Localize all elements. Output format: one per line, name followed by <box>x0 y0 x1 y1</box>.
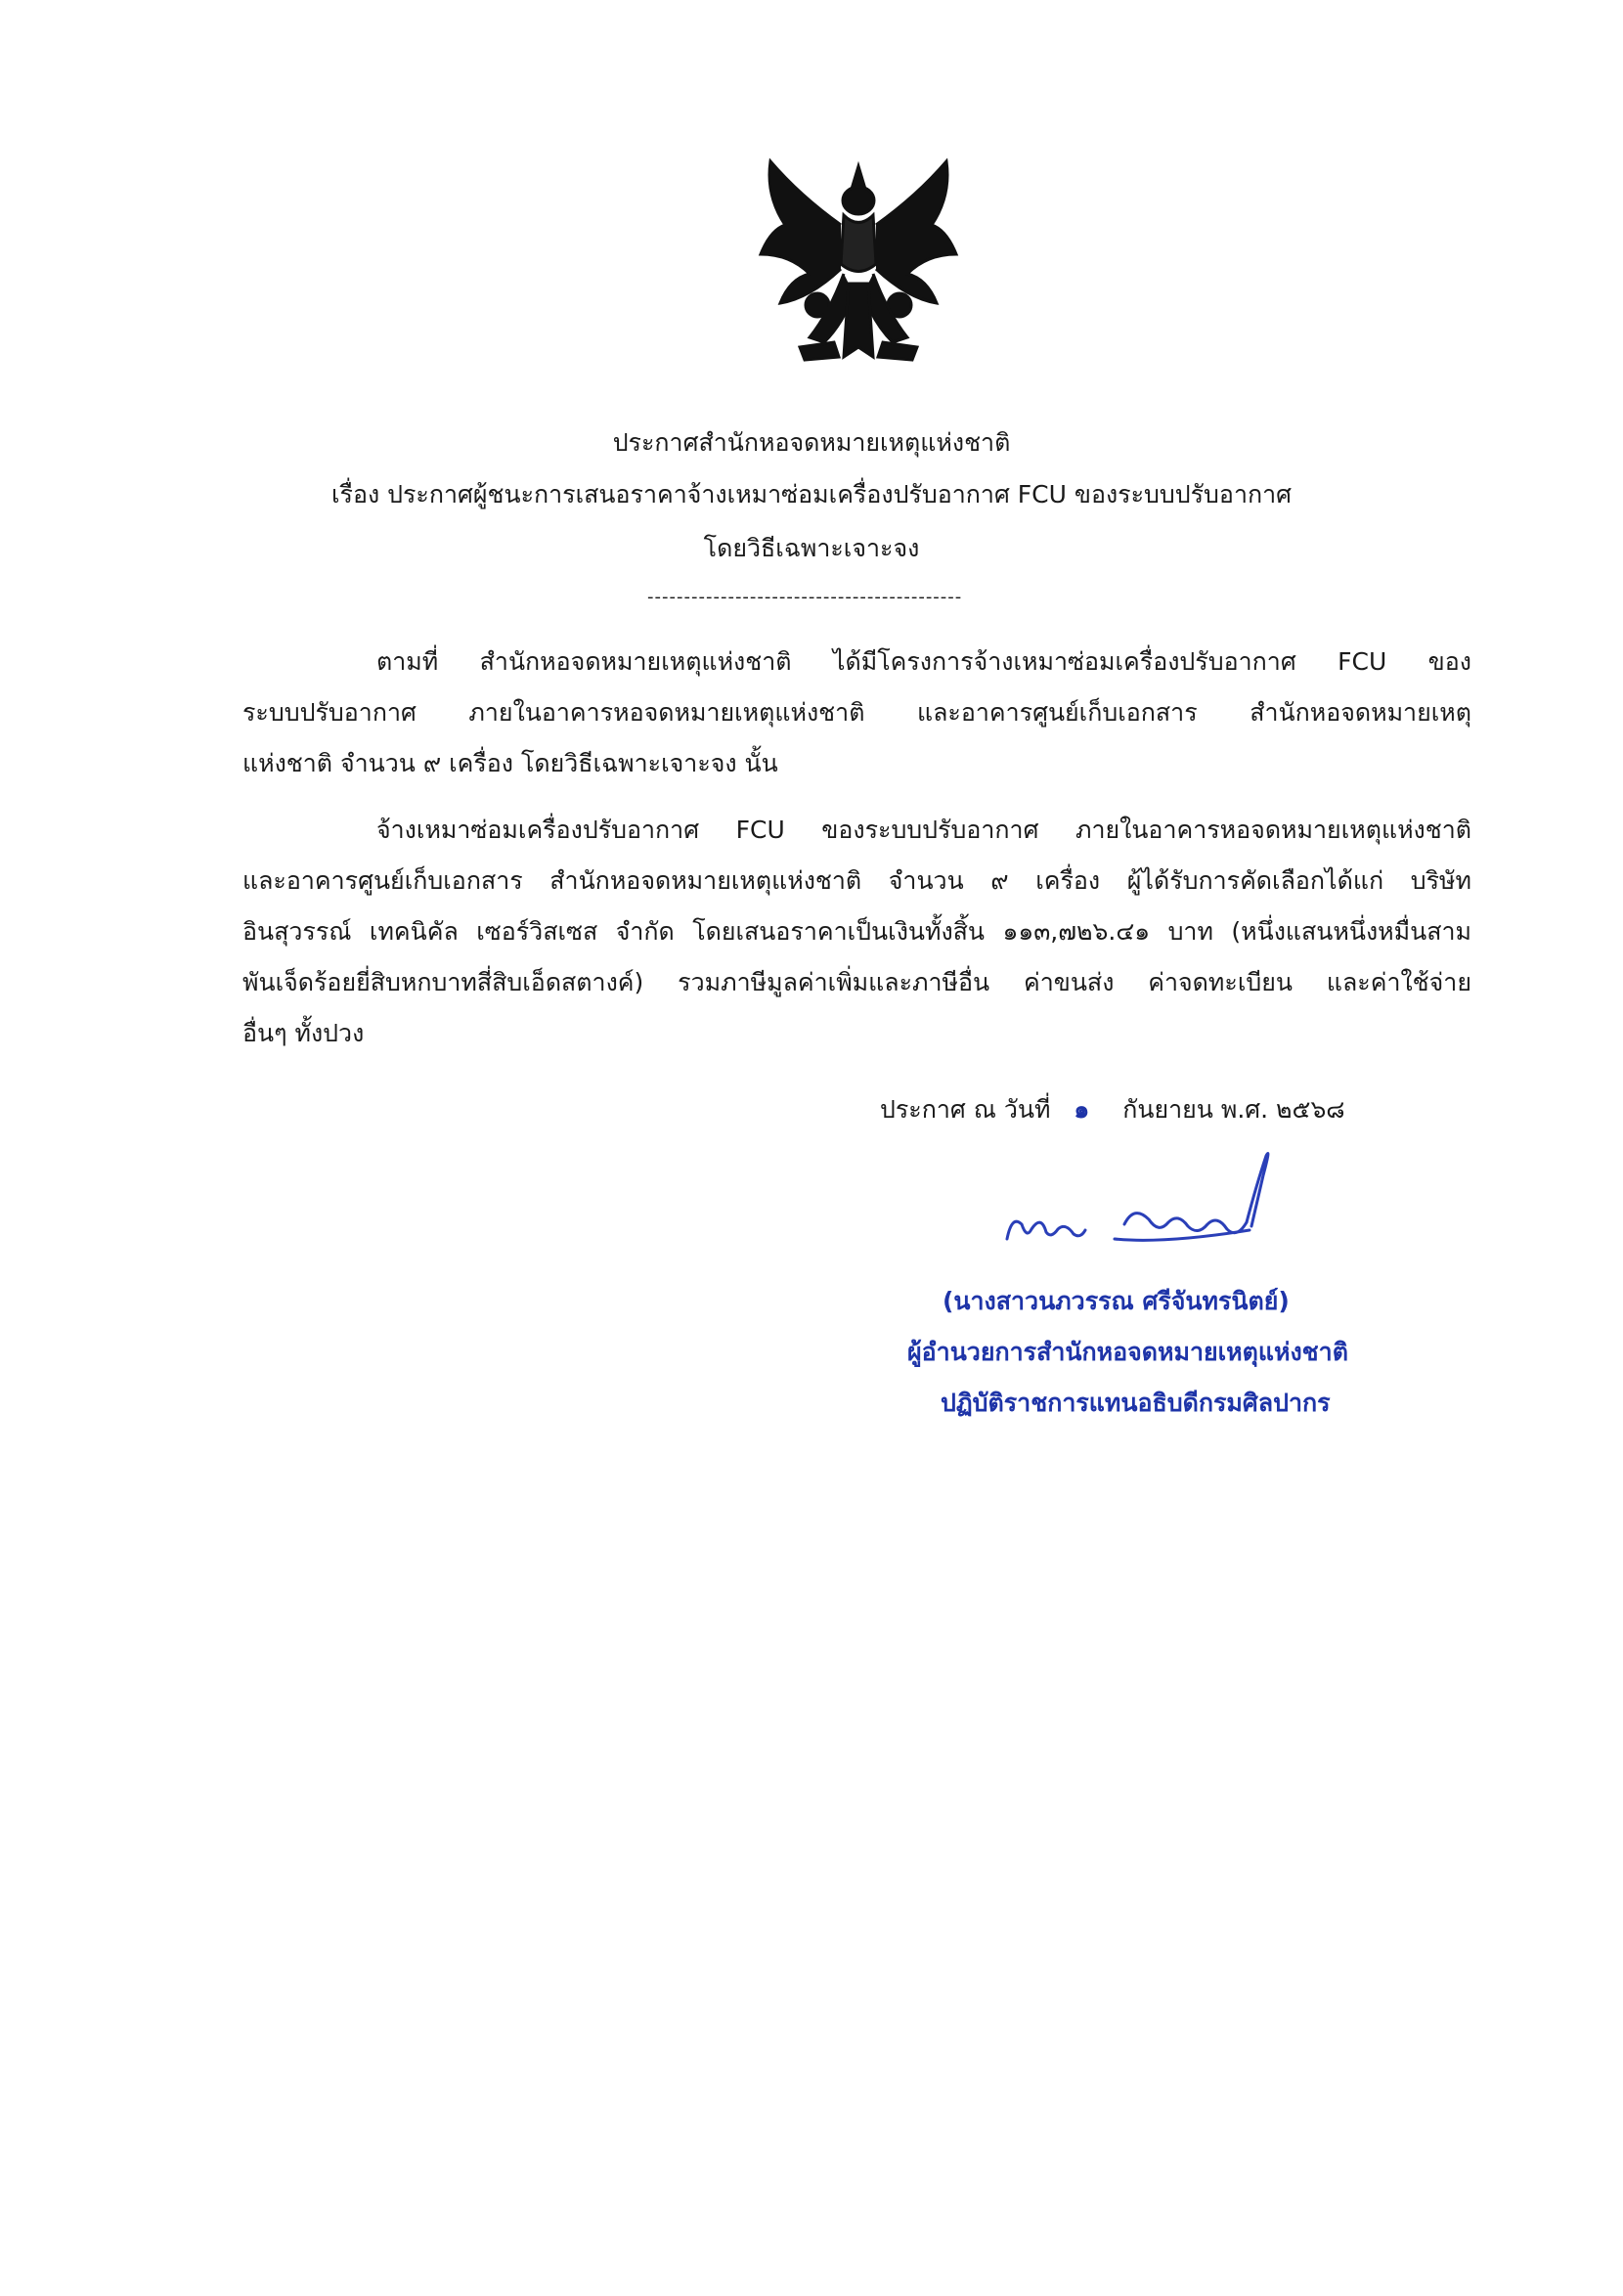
date-month-year: กันยายน พ.ศ. ๒๕๖๘ <box>1122 1095 1345 1124</box>
paragraph-2-line-4: พันเจ็ดร้อยยี่สิบหกบาทสี่สิบเอ็ดสตางค์) รวมภาษีมูลค่าเพิ่มและภาษีอื่น ค่าขนส่ง ค่าจดทะเบียน และค่าใช้จ่าย <box>242 968 1471 996</box>
announcement-method: โดยวิธีเฉพาะเจาะจง <box>703 534 920 562</box>
paragraph-1-line-1: ตามที่ สำนักหอจดหมายเหตุแห่งชาติ ได้มีโครงการจ้างเหมาซ่อมเครื่องปรับอากาศ FCU ของ <box>376 647 1471 676</box>
paragraph-2-line-1: จ้างเหมาซ่อมเครื่องปรับอากาศ FCU ของระบบปรับอากาศ ภายในอาคารหอจดหมายเหตุแห่งชาติ <box>376 816 1471 844</box>
header-divider: ------------------------------------------- <box>647 587 963 607</box>
garuda-emblem <box>751 156 966 367</box>
signatory-acting: ปฏิบัติราชการแทนอธิบดีกรมศิลปากร <box>941 1389 1331 1417</box>
paragraph-1-line-2: ระบบปรับอากาศ ภายในอาคารหอจดหมายเหตุแห่งชาติ และอาคารศูนย์เก็บเอกสาร สำนักหอจดหมายเหตุ <box>242 698 1471 727</box>
paragraph-2-line-3: อินสุวรรณ์ เทคนิคัล เซอร์วิสเซส จำกัด โดยเสนอราคาเป็นเงินทั้งสิ้น ๑๑๓,๗๒๖.๔๑ บาท (หนึ่งแสนหนึ่งหมื่นสาม <box>242 917 1471 946</box>
paragraph-2-line-5: อื่นๆ ทั้งปวง <box>242 1019 365 1047</box>
handwritten-signature <box>987 1146 1310 1254</box>
signatory-position: ผู้อำนวยการสำนักหอจดหมายเหตุแห่งชาติ <box>907 1338 1348 1366</box>
announcement-date <box>880 1097 1345 1122</box>
paragraph-2-line-2: และอาคารศูนย์เก็บเอกสาร สำนักหอจดหมายเหตุแห่งชาติ จำนวน ๙ เครื่อง ผู้ได้รับการคัดเลือกได้แก่ บริษัท <box>242 866 1471 895</box>
signatory-name: (นางสาวนภวรรณ ศรีจันทรนิตย์) <box>943 1287 1290 1315</box>
date-prefix: ประกาศ ณ วันที่ <box>880 1095 1051 1124</box>
announcement-issuer: ประกาศสำนักหอจดหมายเหตุแห่งชาติ <box>612 428 1011 457</box>
date-day: ๑ <box>1074 1095 1090 1124</box>
paragraph-1-line-3: แห่งชาติ จำนวน ๙ เครื่อง โดยวิธีเฉพาะเจาะจง นั้น <box>242 749 778 777</box>
announcement-subject: เรื่อง ประกาศผู้ชนะการเสนอราคาจ้างเหมาซ่อมเครื่องปรับอากาศ FCU ของระบบปรับอากาศ <box>330 480 1293 508</box>
